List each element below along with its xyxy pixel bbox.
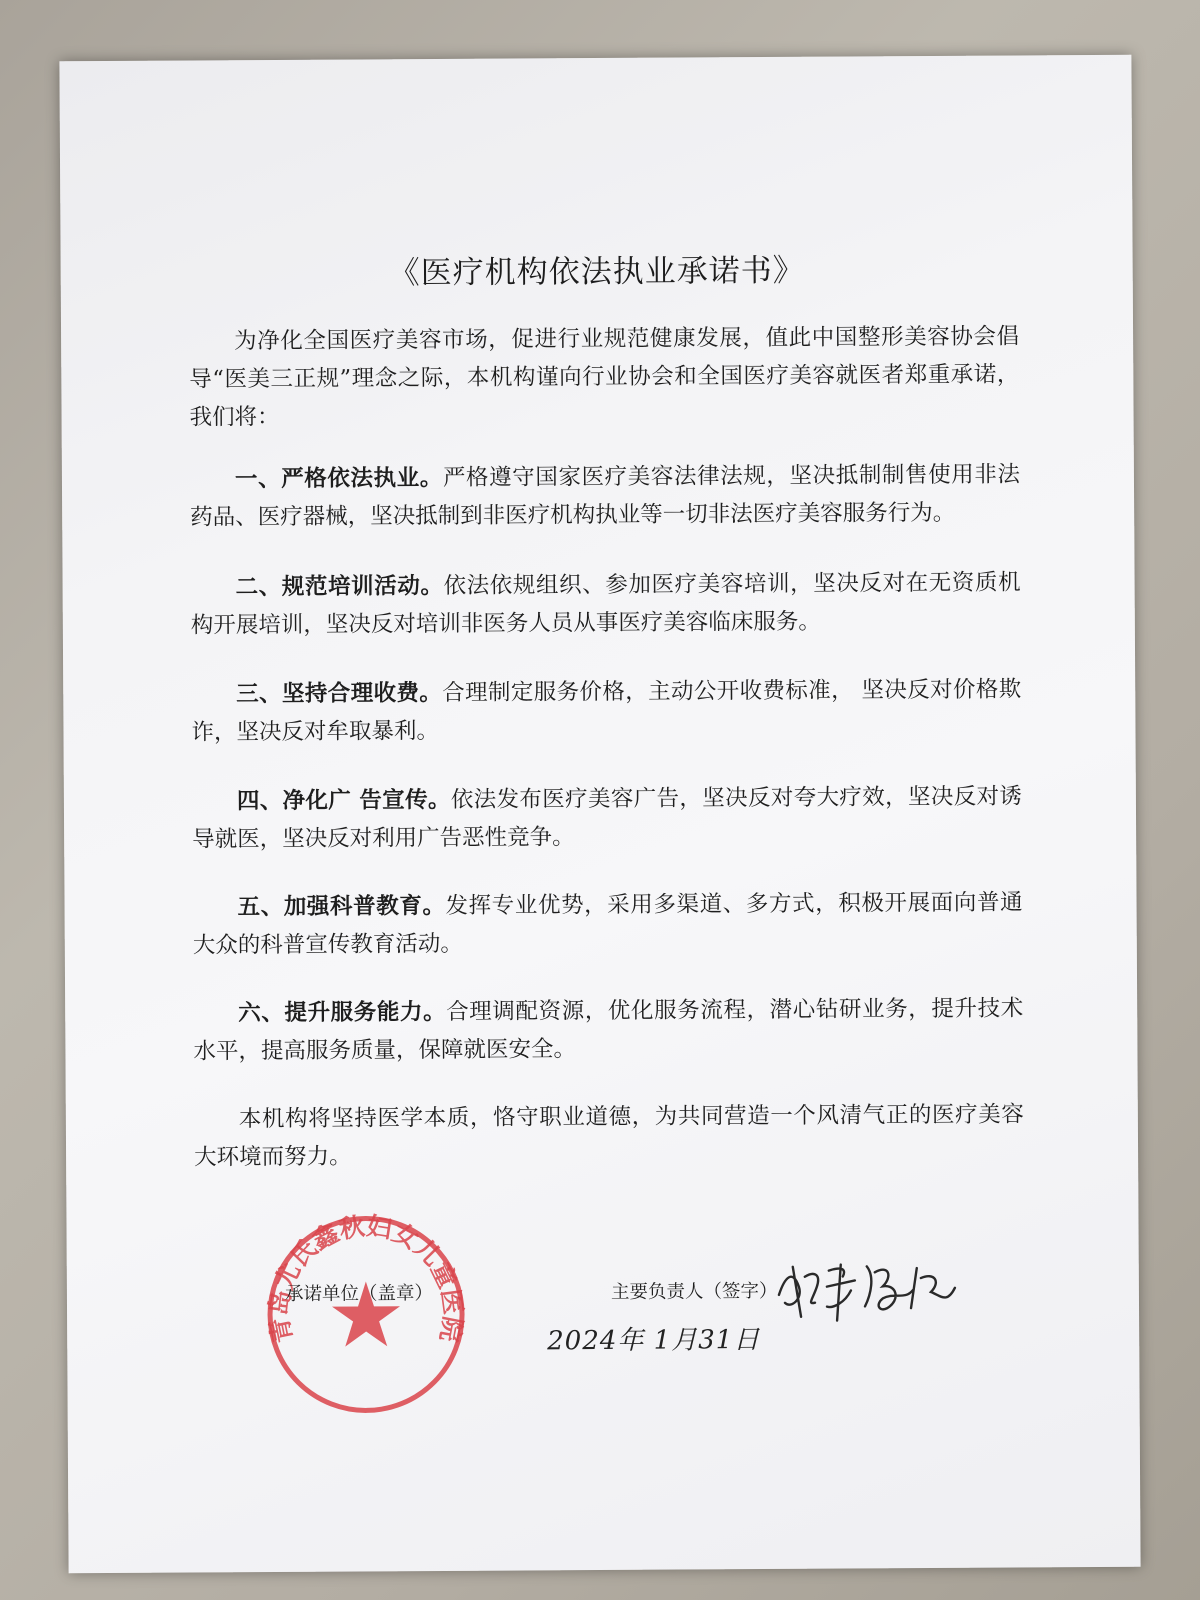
- document-title: 《医疗机构依法执业承诺书》: [388, 252, 805, 292]
- item-text: 发挥专业优势，采用多渠道、多方式，积极开展面向普通大众的科普宣传教育活动。: [192, 889, 1023, 959]
- document-page: [59, 55, 1140, 1574]
- item-heading: 六、提升服务能力。: [238, 998, 447, 1027]
- commitment-unit-label: 承诺单位（盖章）: [284, 1283, 434, 1305]
- item-text: 依法发布医疗美容广告，坚决反对夸大疗效，坚决反对诱导就医，坚决反对利用广告恶性竞争。: [192, 783, 1022, 853]
- item-heading: 三、坚持合理收费。: [236, 679, 443, 708]
- item-heading: 四、净化广 告宣传。: [236, 786, 451, 815]
- item-heading: 五、加强科普教育。: [237, 892, 446, 921]
- commitment-item-2: [190, 563, 1020, 644]
- item-text: 合理制定服务价格，主动公开收费标准， 坚决反对价格欺诈，坚决反对牟取暴利。: [191, 676, 1022, 746]
- commitment-item-5: [192, 883, 1022, 964]
- commitment-item-1: [190, 455, 1020, 536]
- svg-text:青岛尤氏鑫秋妇女儿童医院: 青岛尤氏鑫秋妇女儿童医院: [264, 1211, 468, 1346]
- signing-date: 2024年 1月31日: [547, 1325, 761, 1357]
- closing-paragraph: 本机构将坚持医学本质，恪守职业道德，为共同营造一个风清气正的医疗美容大环境而努力。: [194, 1101, 1024, 1171]
- commitment-item-6: [193, 989, 1023, 1070]
- commitment-item-4: [192, 777, 1022, 858]
- item-heading: 一、严格依法执业。: [234, 464, 443, 493]
- commitment-item-3: [191, 670, 1021, 751]
- item-heading: 二、规范培训活动。: [235, 572, 444, 601]
- official-seal-stamp: [260, 1209, 471, 1420]
- item-text: 严格遵守国家医疗美容法律法规，坚决抵制制售使用非法药品、医疗器械，坚决抵制到非医疗机构执业等一切非法医疗美容服务行为。: [190, 461, 1020, 531]
- intro-paragraph: 为净化全国医疗美容市场，促进行业规范健康发展，值此中国整形美容协会倡导“医美三正规”理念之际，本机构谨向行业协会和全国医疗美容就医者郑重承诺，我们将：: [189, 323, 1020, 431]
- item-text: 依法依规组织、参加医疗美容培训，坚决反对在无资质机构开展培训，坚决反对培训非医务人员从事医疗美容临床服务。: [190, 569, 1021, 639]
- handwritten-signature: [771, 1246, 961, 1327]
- item-text: 合理调配资源，优化服务流程，潜心钻研业务，提升技术水平，提高服务质量，保障就医安全。: [193, 995, 1024, 1065]
- responsible-person-label: 主要负责人（签字）: [610, 1280, 778, 1303]
